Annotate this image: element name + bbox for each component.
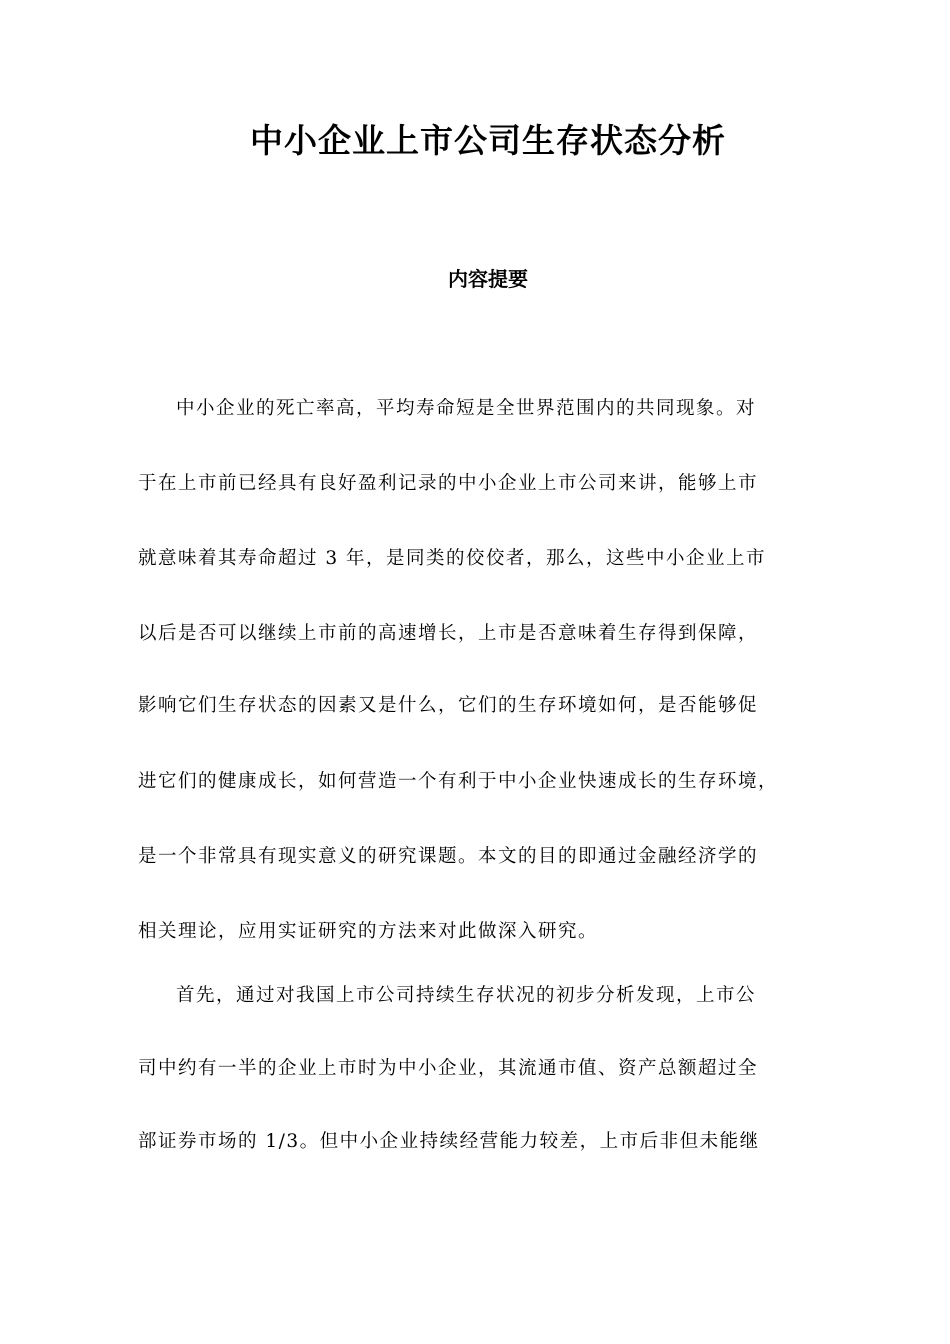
paragraph-1-line-3: 就意味着其寿命超过 3 年，是同类的佼佼者，那么，这些中小企业上市: [138, 548, 767, 569]
paragraph-1-line-8: 相关理论，应用实证研究的方法来对此做深入研究。: [138, 921, 599, 942]
paragraph-2-line-2: 司中约有一半的企业上市时为中小企业，其流通市值、资产总额超过全: [138, 1058, 759, 1079]
abstract-heading: 内容提要: [448, 267, 528, 291]
document-title: 中小企业上市公司生存状态分析: [250, 121, 726, 160]
paragraph-1-line-2: 于在上市前已经具有良好盈利记录的中小企业上市公司来讲，能够上市: [138, 473, 759, 494]
paragraph-1-line-1: 中小企业的死亡率高，平均寿命短是全世界范围内的共同现象。对: [176, 398, 757, 419]
paragraph-1-line-5: 影响它们生存状态的因素又是什么，它们的生存环境如何，是否能够促: [138, 695, 759, 716]
paragraph-1-line-6: 进它们的健康成长，如何营造一个有利于中小企业快速成长的生存环境，: [138, 771, 779, 792]
paragraph-1-line-4: 以后是否可以继续上市前的高速增长，上市是否意味着生存得到保障，: [138, 623, 759, 644]
paragraph-2-line-1: 首先，通过对我国上市公司持续生存状况的初步分析发现，上市公: [176, 985, 757, 1006]
paragraph-2-line-3: 部证券市场的 1/3。但中小企业持续经营能力较差，上市后非但未能继: [138, 1131, 760, 1152]
paragraph-1-line-7: 是一个非常具有现实意义的研究课题。本文的目的即通过金融经济学的: [138, 846, 759, 867]
